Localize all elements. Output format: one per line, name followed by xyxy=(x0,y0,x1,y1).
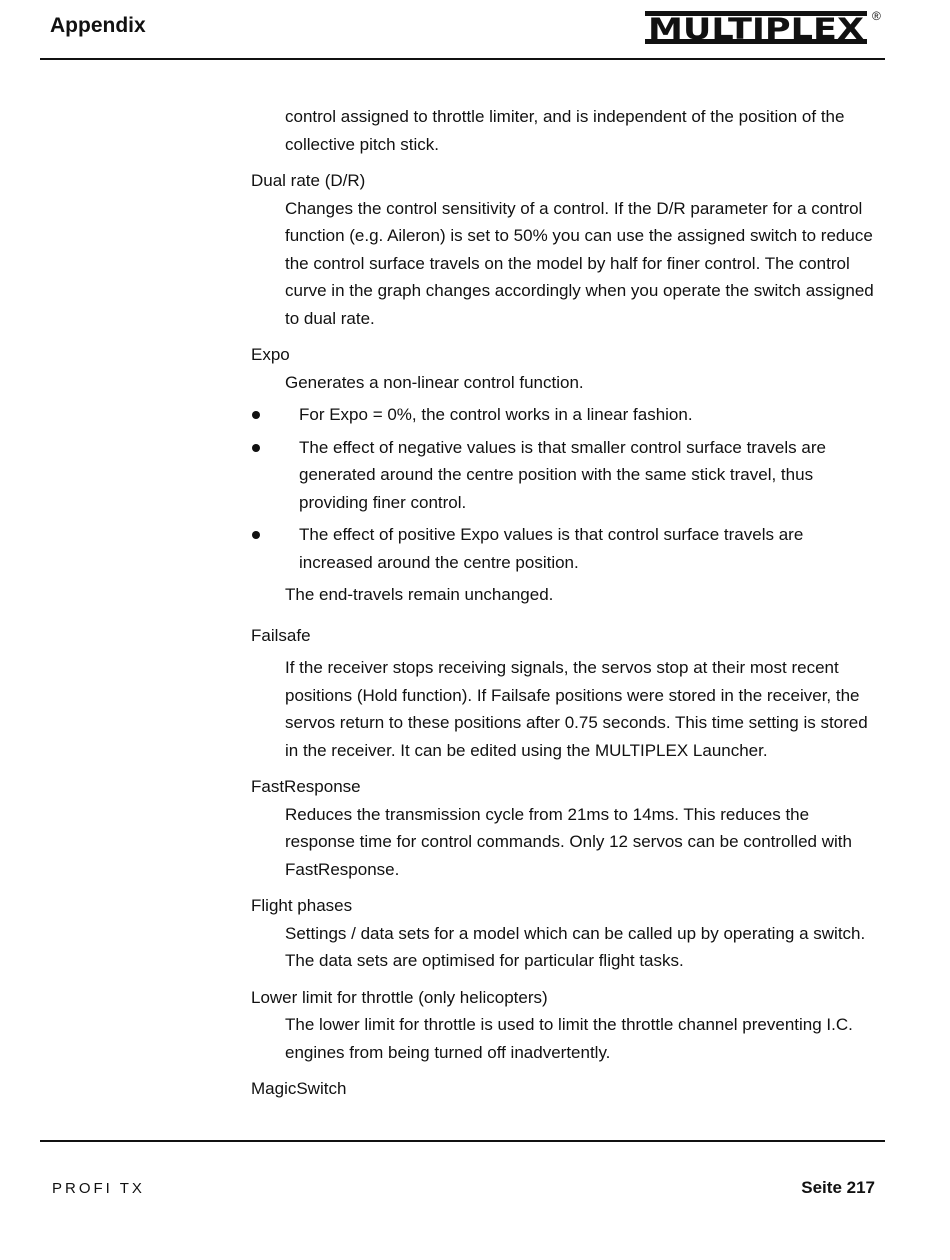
brand-name: MULTIPLEX xyxy=(648,12,864,46)
bullet-icon xyxy=(252,531,260,539)
term-expo: Expo xyxy=(251,345,290,364)
term-lower-limit: Lower limit for throttle (only helicopters) xyxy=(251,987,548,1007)
definition-dual-rate: Changes the control sensitivity of a control. If the D/R parameter for a control function (e.g. Aileron) is set to 50% you can use the assigned switch to reduce the control surface travels on the model by half for finer control. The control curve in the graph changes accordingly when you operate the switch assigned to dual rate. xyxy=(285,198,874,328)
definition-fast-response: Reduces the transmission cycle from 21ms to 14ms. This reduces the response time for control commands. Only 12 servos can be controlled with FastResponse. xyxy=(285,804,852,879)
registered-mark: ® xyxy=(872,9,881,23)
definition-flight-phases: Settings / data sets for a model which can be called up by operating a switch. The data sets are optimised for particular flight tasks. xyxy=(285,923,866,970)
continuation-text: control assigned to throttle limiter, and is independent of the position of the collective pitch stick. xyxy=(285,107,845,154)
product-name: PROFI TX xyxy=(52,1180,145,1197)
term-magic-switch: MagicSwitch xyxy=(251,1079,347,1098)
footer-rule xyxy=(40,1140,885,1142)
term-flight-phases: Flight phases xyxy=(251,896,353,915)
entry-failsafe xyxy=(251,622,881,765)
list-item: The effect of positive Expo values is that control surface travels are increased around the centre position. xyxy=(251,521,881,576)
definition-failsafe: If the receiver stops receiving signals, the servos stop at their most recent positions (Hold function). If Failsafe positions were stored in the receiver, the servos return to these positions after 0.75 seconds. This time setting is stored in the receiver. It can be edited using the MULTIPLEX Launcher. xyxy=(285,658,868,760)
entry-flight-phases xyxy=(251,892,881,975)
term-fast-response: FastResponse xyxy=(251,777,361,796)
bullet-icon xyxy=(252,411,260,419)
list-item: The effect of negative values is that smaller control surface travels are generated around the centre position with the same stick travel, thus providing finer control. xyxy=(251,434,881,517)
multiplex-logo xyxy=(644,6,884,48)
expo-note: The end-travels remain unchanged. xyxy=(285,585,554,604)
entry-dual-rate xyxy=(251,167,881,332)
section-title: Appendix xyxy=(50,14,146,37)
page-number: Seite 217 xyxy=(801,1178,875,1197)
entry-magic-switch xyxy=(251,1075,881,1103)
list-item: For Expo = 0%, the control works in a linear fashion. xyxy=(251,401,881,429)
definition-lower-limit: The lower limit for throttle is used to limit the throttle channel preventing I.C. engines from being turned off inadvertently. xyxy=(285,1015,853,1062)
entry-fast-response xyxy=(251,773,881,883)
glossary-content xyxy=(251,103,881,1103)
bullet-icon xyxy=(252,444,260,452)
expo-bullet-list xyxy=(251,401,881,576)
header-rule xyxy=(40,58,885,60)
term-failsafe: Failsafe xyxy=(251,625,311,645)
definition-expo: Generates a non-linear control function. xyxy=(285,372,584,392)
entry-lower-limit xyxy=(251,984,881,1067)
term-dual-rate: Dual rate (D/R) xyxy=(251,171,366,190)
entry-expo xyxy=(251,341,881,609)
